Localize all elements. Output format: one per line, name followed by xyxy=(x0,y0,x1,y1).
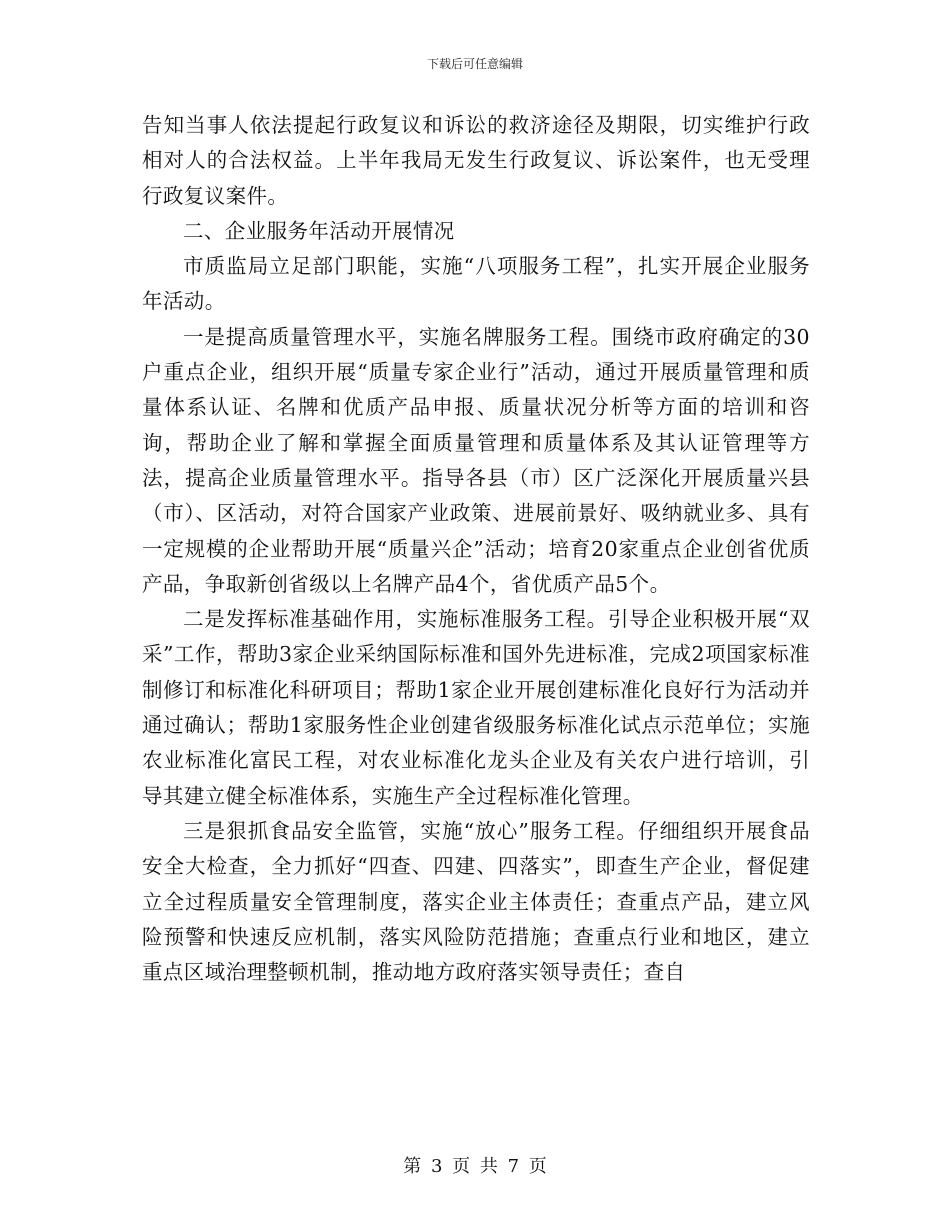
paragraph-continuation: 告知当事人依法提起行政复议和诉讼的救济途径及期限，切实维护行政相对人的合法权益。上半年我局无发生行政复议、诉讼案件，也无受理行政复议案件。 xyxy=(142,113,810,208)
paragraph-intro: 市质监局立足部门职能，实施“八项服务工程”，扎实开展企业服务年活动。 xyxy=(142,254,810,314)
document-body xyxy=(142,108,810,990)
page-footer: 第 3 页 共 7 页 xyxy=(403,1156,547,1177)
paragraph-brand-service: 一是提高质量管理水平，实施名牌服务工程。围绕市政府确定的30户重点企业，组织开展“质量专家企业行”活动，通过开展质量管理和质量体系认证、名牌和优质产品申报、质量状况分析等方面的培训和咨询，帮助企业了解和掌握全面质量管理和质量体系及其认证管理等方法，提高企业质量管理水平。指导各县（市）区广泛深化开展质量兴县（市）、区活动，对符合国家产业政策、进展前景好、吸纳就业多、具有一定规模的企业帮助开展“质量兴企”活动；培育20家重点企业创省优质产品，争取新创省级以上名牌产品4个，省优质产品5个。 xyxy=(142,324,810,596)
paragraph-standard-service: 二是发挥标准基础作用，实施标准服务工程。引导企业积极开展“双采”工作，帮助3家企业采纳国际标准和国外先进标准，完成2项国家标准制修订和标准化科研项目；帮助1家企业开展创建标准化良好行为活动并通过确认；帮助1家服务性企业创建省级服务标准化试点示范单位；实施农业标准化富民工程，对农业标准化龙头企业及有关农户进行培训，引导其建立健全标准体系，实施生产全过程标准化管理。 xyxy=(142,607,810,808)
section-heading: 二、企业服务年活动开展情况 xyxy=(183,218,455,243)
page-header: 下载后可任意编辑 xyxy=(426,57,523,71)
paragraph-food-safety: 三是狠抓食品安全监管，实施“放心”服务工程。仔细组织开展食品安全大检查，全力抓好“四查、四建、四落实”，即查生产企业，督促建立全过程质量安全管理制度，落实企业主体责任；查重点产品，建立风险预警和快速反应机制，落实风险防范措施；查重点行业和地区，建立重点区域治理整顿机制，推动地方政府落实领导责任；查自 xyxy=(142,818,810,985)
